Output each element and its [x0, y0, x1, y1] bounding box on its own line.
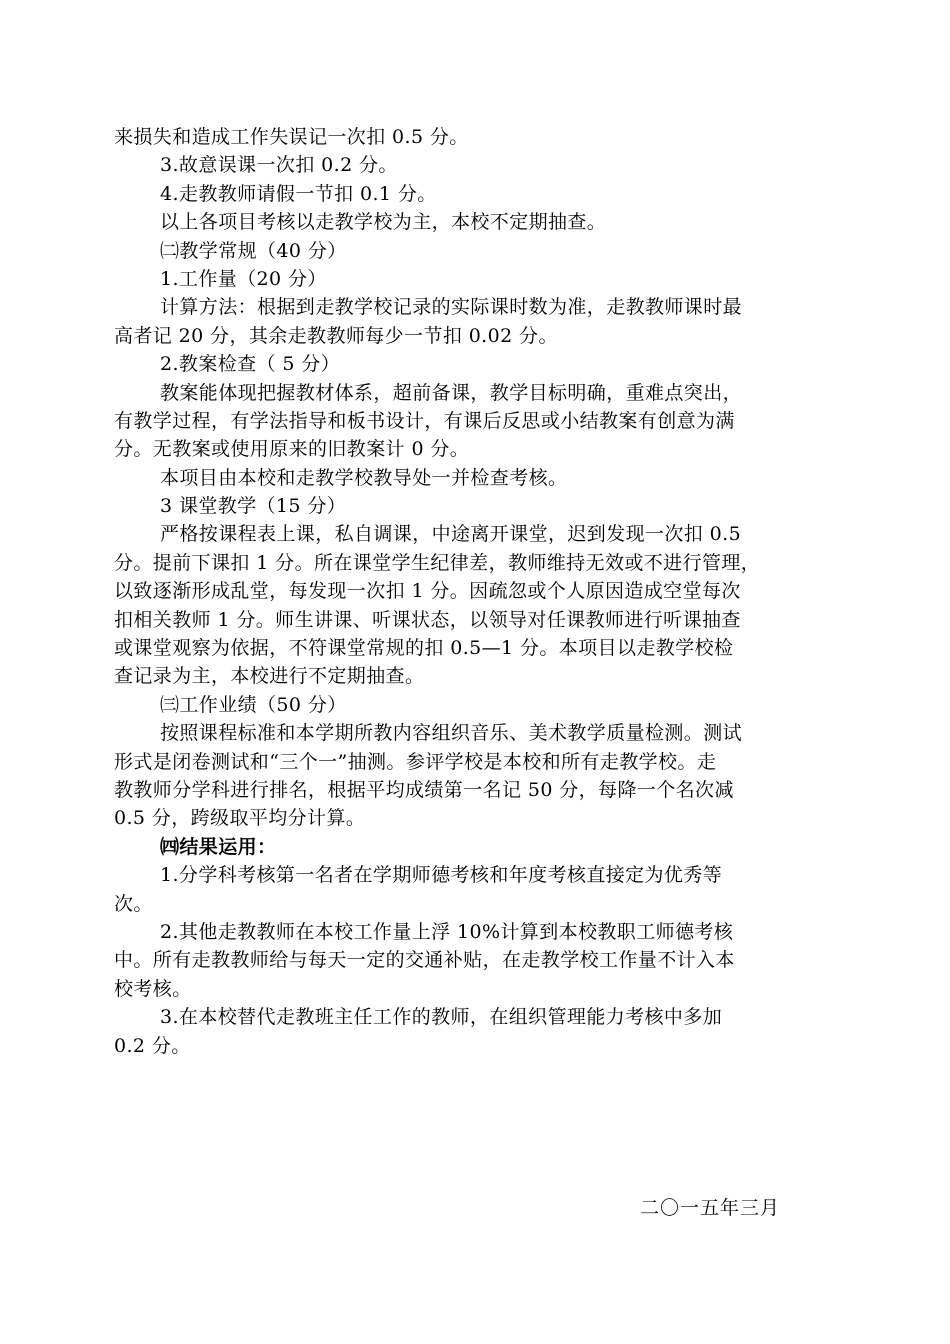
paragraph-line: 查记录为主，本校进行不定期抽查。 [114, 665, 425, 688]
section-heading-performance: ㈢工作业绩（50 分） [160, 693, 347, 716]
paragraph-line: 本项目由本校和走教学校教导处一并检查考核。 [160, 466, 568, 489]
paragraph-line: 中。所有走教教师给与每天一定的交通补贴，在走教学校工作量不计入本 [114, 949, 735, 972]
paragraph-line: 分。无教案或使用原来的旧教案计 0 分。 [114, 438, 470, 461]
paragraph-line: 0.2 分。 [114, 1034, 191, 1057]
paragraph-line: 计算方法：根据到走教学校记录的实际课时数为准，走教教师课时最 [160, 296, 743, 319]
paragraph-line: 以致逐渐形成乱堂，每发现一次扣 1 分。因疏忽或个人原因造成空堂每次 [114, 580, 741, 603]
paragraph-line: 高者记 20 分，其余走教教师每少一节扣 0.02 分。 [114, 324, 558, 347]
section-heading-results: ㈣结果运用： [160, 835, 277, 858]
paragraph-line: 校考核。 [114, 977, 192, 1000]
subsection-heading-workload: 1.工作量（20 分） [160, 267, 327, 290]
paragraph-line: 0.5 分，跨级取平均分计算。 [114, 807, 366, 830]
paragraph-line: 2.其他走教教师在本校工作量上浮 10%计算到本校教职工师德考核 [160, 920, 734, 943]
paragraph-line: 来损失和造成工作失误记一次扣 0.5 分。 [114, 126, 469, 148]
document-body [114, 123, 862, 1060]
section-heading-teaching-routine: ㈡教学常规（40 分） [160, 239, 347, 262]
document-date: 二〇一五年三月 [640, 1197, 781, 1219]
paragraph-line: 扣相关教师 1 分。师生讲课、听课状态，以领导对任课教师进行听课抽查 [114, 608, 741, 631]
paragraph-line: 教教师分学科进行排名，根据平均成绩第一名记 50 分，每降一个名次减 [114, 778, 734, 801]
paragraph-line: 或课堂观察为依据，不符课堂常规的扣 0.5—1 分。本项目以走教学校检 [114, 637, 734, 660]
paragraph-line: 严格按课程表上课，私自调课，中途离开课堂，迟到发现一次扣 0.5 [160, 523, 742, 546]
paragraph-line: 以上各项目考核以走教学校为主，本校不定期抽查。 [160, 211, 607, 234]
paragraph-line: 次。 [114, 892, 153, 915]
paragraph-line: 有教学过程，有学法指导和板书设计，有课后反思或小结教案有创意为满 [114, 409, 735, 432]
paragraph-line: 形式是闭卷测试和“三个一”抽测。参评学校是本校和所有走教学校。走 [114, 750, 717, 773]
rule-item-4: 4.走教教师请假一节扣 0.1 分。 [160, 182, 437, 205]
paragraph-line: 按照课程标准和本学期所教内容组织音乐、美术教学质量检测。测试 [160, 722, 743, 745]
paragraph-line: 1.分学科考核第一名者在学期师德考核和年度考核直接定为优秀等 [160, 864, 723, 887]
subsection-heading-lesson-plan: 2.教案检查（ 5 分） [160, 353, 341, 376]
paragraph-line: 3.在本校替代走教班主任工作的教师，在组织管理能力考核中多加 [160, 1006, 723, 1029]
paragraph-line: 分。提前下课扣 1 分。所在课堂学生纪律差，教师维持无效或不进行管理， [114, 551, 761, 574]
subsection-heading-classroom: 3 课堂教学（15 分） [160, 495, 347, 518]
paragraph-line: 教案能体现把握教材体系，超前备课，教学目标明确，重难点突出， [160, 381, 743, 404]
rule-item-3: 3.故意误课一次扣 0.2 分。 [160, 154, 398, 177]
